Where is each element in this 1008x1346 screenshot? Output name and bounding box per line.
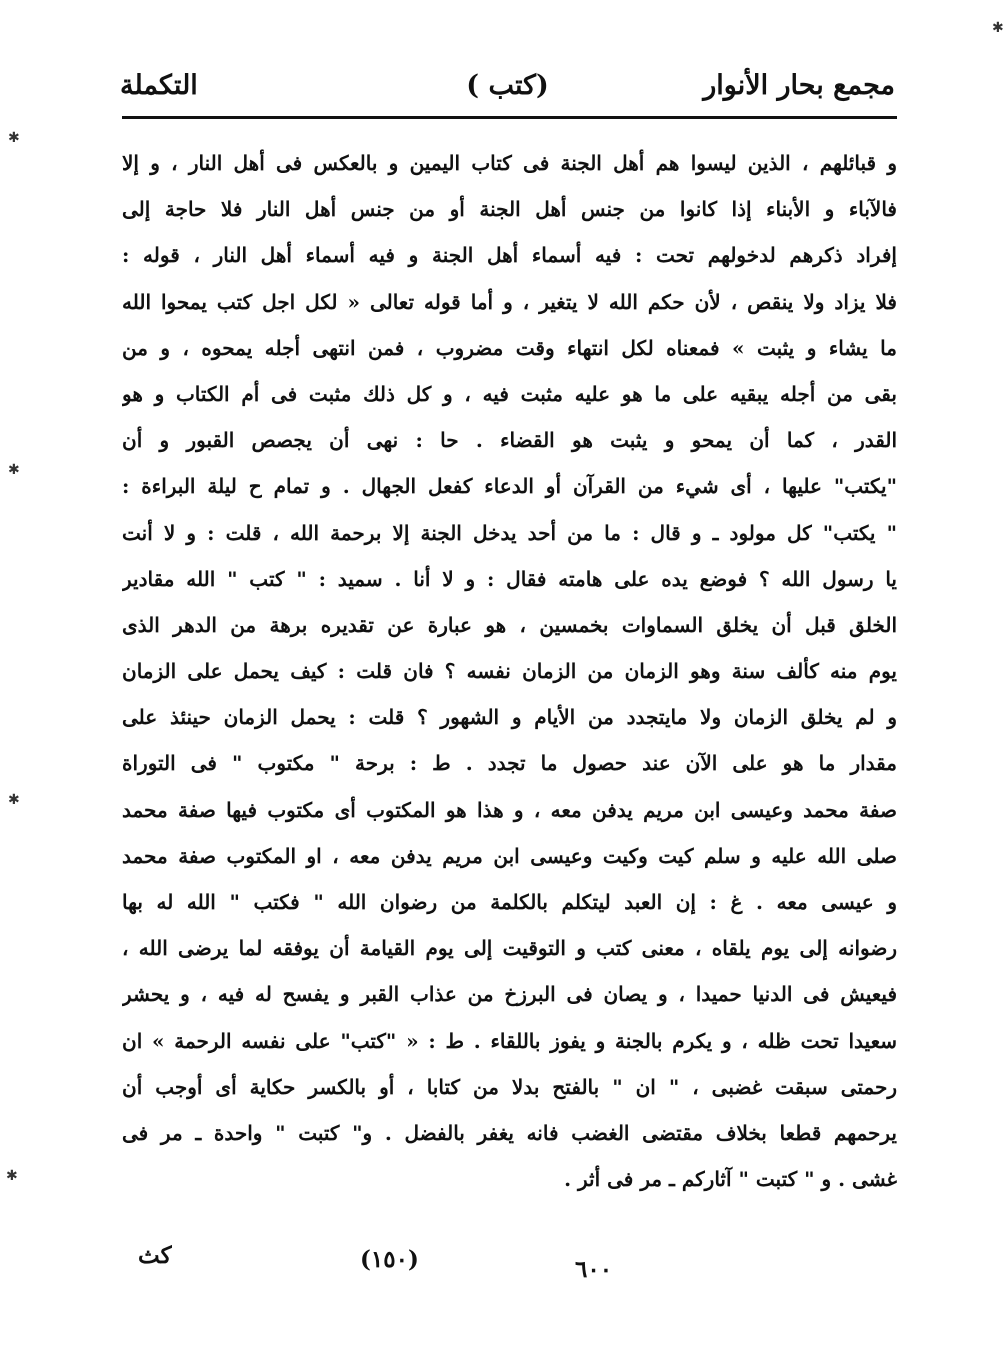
page-number: ٦٠٠ [575,1256,613,1283]
text-line: إفراد ذكرهم لدخولهم تحت : فيه أسماء أهل الجنة و فيه أسماء أهل النار ، قوله : [122,243,897,268]
binding-mark-icon: ✱ [6,1168,18,1184]
text-line: مقدار ما هو على الآن عند حصول ما تجدد . ط : برحة " مكتوب " فى التوراة [122,751,897,776]
text-line: رضوانه إلى يوم يلقاه ، معنى كتب و التوقيت إلى يوم القيامة أن يوفقه لما يرضى الله ، [122,936,897,961]
text-line: و لم يخلق الزمان ولا مايتجدد من الأيام و الشهور ؟ قلت : يحمل الزمان حينئذ على [122,705,897,730]
page-footer [120,1238,895,1283]
text-line: سعيدا تحت ظله ، و يكرم بالجنة و يفوز باللقاء . ط : « "كتب" على نفسه الرحمة » ان [122,1028,897,1053]
binding-mark-icon: ✱ [8,130,20,146]
section-number: (١٥٠) [360,1246,419,1273]
catchword: كث [138,1242,172,1269]
text-line: يوم منه كألف سنة وهو الزمان من الزمان نفسه ؟ فان قلت : كيف يحمل على الزمان [122,659,897,684]
text-line: القدر ، كما أن يمحو و يثبت هو القضاء . حا : نهى أن يجصص القبور و أن [122,428,897,453]
text-line: صلى الله عليه و سلم كيت وكيت وعيسى ابن مريم يدفن معه ، او المكتوب صفة محمد [122,843,897,868]
text-line: فيعيش فى الدنيا حميدا ، و يصان فى البرزخ من عذاب القبر و يفسح له فيه ، و يحشر [122,982,897,1007]
page-header [120,62,895,112]
text-line: رحمتى سبقت غضبى ، " ان " بالفتح بدلا من كتابا ، أو بالكسر حكاية أى أوجب أن [122,1074,897,1099]
header-rule [122,116,897,119]
text-line: غشى . و " كتبت " آثاركم ـ مر فى أثر . [564,1167,897,1192]
supplement-label: التكملة [120,70,198,101]
text-line: بقى من أجله يبقيه على ما هو عليه مثبت فيه ، و كل ذلك مثبت فى أم الكتاب و هو [122,381,897,406]
text-line: فالآباء و الأبناء إذا كانوا من جنس أهل الجنة أو من جنس أهل النار فلا حاجة إلى [122,197,897,222]
binding-mark-icon: ✱ [8,462,20,478]
text-line: " يكتب" كل مولود ـ و قال : ما من أحد يدخل الجنة إلا برحمة الله ، قلت : و لا أنت [122,520,897,545]
text-line: فلا يزاد ولا ينقص ، لأن حكم الله لا يتغير ، و أما قوله تعالى « لكل اجل كتب يمحوا الله [122,289,897,314]
text-line: يا رسول الله ؟ فوضع يده على هامته فقال : و لا أنا . سميد : " كتب " الله مقادير [122,566,897,591]
book-title: مجمع بحار الأنوار [703,70,895,101]
binding-mark-icon: ✱ [8,792,20,808]
text-line: "يكتب" عليها ، أى شيء من القرآن أو الدعاء كفعل الجهال . و تمام ح ليلة البراءة : [122,474,897,499]
text-line: صفة محمد وعيسى ابن مريم يدفن معه ، و هذا هو المكتوب أى مكتوب فيها صفة محمد [122,797,897,822]
text-line: و عيسى معه . غ : إن العبد ليتكلم بالكلمة من رضوان الله " فكتب " الله له بها [122,890,897,914]
text-line: الخلق قبل أن يخلق السماوات بخمسين ، هو عبارة عن تقديره برهة من الدهر الذى [122,612,897,637]
entry-title: (كتب ) [466,70,549,101]
body-text [122,140,897,1202]
text-line: يرحمهم قطعا بخلاف مقتضى الغضب فانه يغفر بالفضل . و" كتبت " واحدة ـ مر فى [122,1120,897,1145]
text-line: و قبائلهم ، الذين ليسوا هم أهل الجنة فى كتاب اليمين و بالعكس فى أهل النار ، و إلا [122,151,897,175]
binding-mark-icon: ✱ [992,20,1004,36]
text-line: ما يشاء و يثبت » فمعناه لكل انتهاء وقت مضروب ، فمن انتهى أجله يمحوه ، و من [122,335,897,360]
